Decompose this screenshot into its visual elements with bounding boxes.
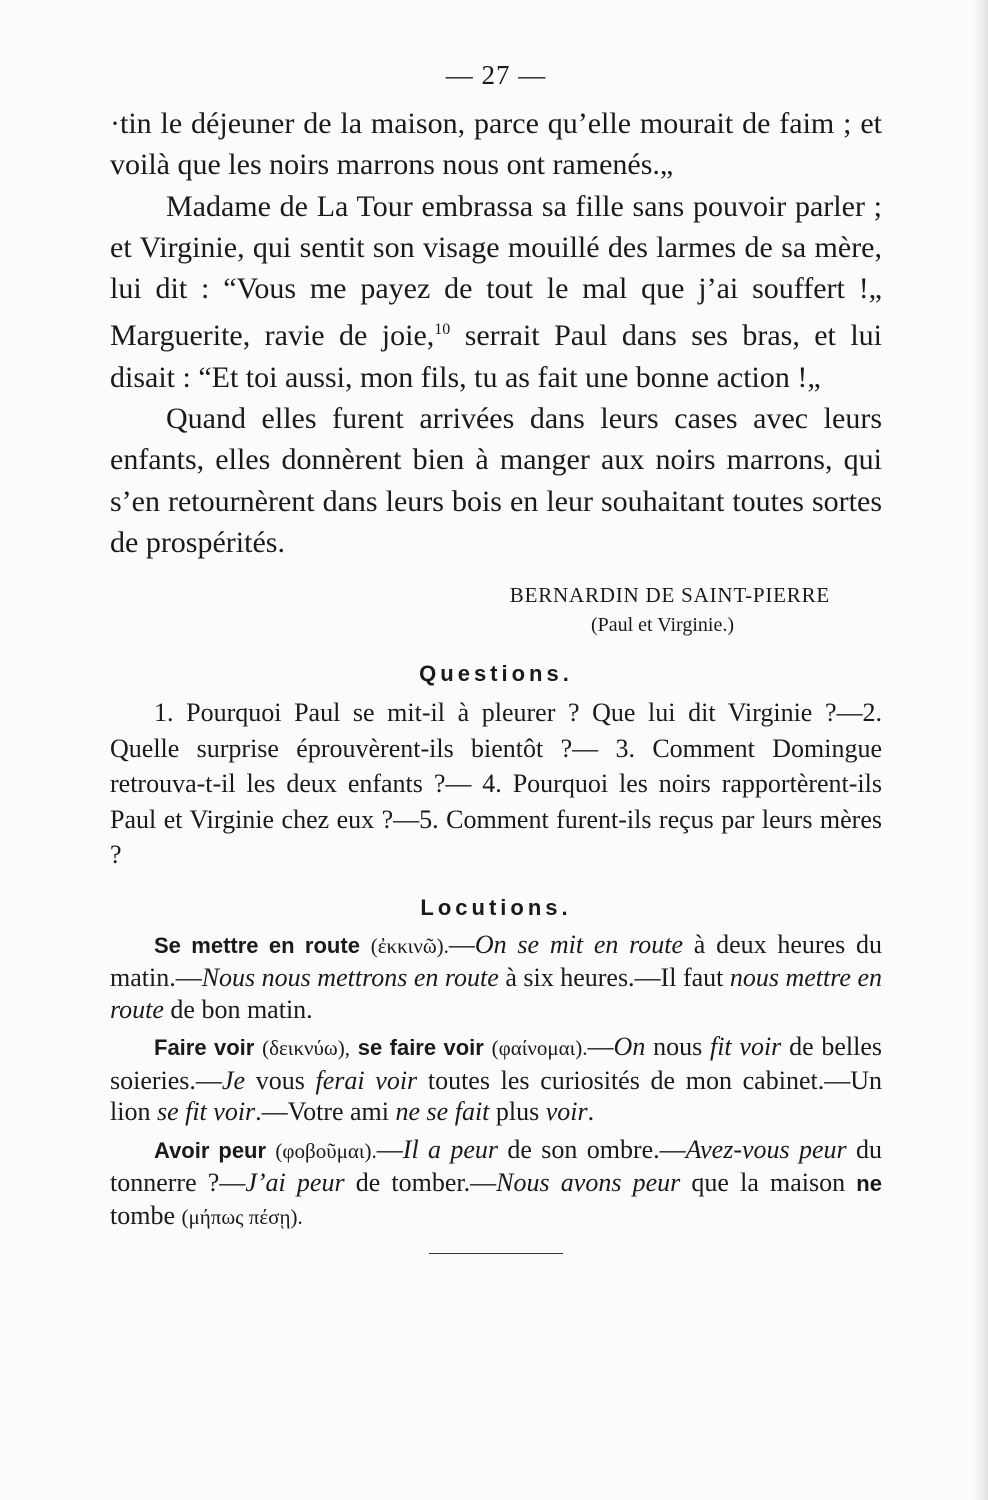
locution-3	[110, 1134, 882, 1234]
example-text: .	[587, 1097, 595, 1127]
questions-section	[110, 695, 882, 873]
attribution	[110, 579, 882, 639]
example-italic-phrase: On	[613, 1032, 646, 1062]
example-text: vous	[245, 1065, 316, 1095]
page-edge-shadow	[974, 0, 988, 1500]
example-text: —	[448, 929, 475, 959]
footnote-marker: 10	[434, 321, 451, 339]
example-bold-word: ne	[856, 1171, 882, 1197]
paragraph-2-part-a: Madame de La Tour embrassa sa fille sans pouvoir parler ; et Virginie, qui sentit son visage mouillé des larmes de sa mère, lui dit : “Vous me payez de tout le mal que j’ai souffert !„ Marguerite, ravie de joie,	[110, 189, 882, 353]
example-greek-gloss: (μήπως πέσῃ).	[181, 1204, 303, 1229]
page-number: — 27 —	[445, 60, 547, 90]
locution-2	[110, 1031, 882, 1128]
example-italic-phrase: Nous avons peur	[496, 1168, 681, 1198]
locution-2-term: Faire voir	[154, 1035, 255, 1061]
example-text: de son ombre.—	[498, 1134, 686, 1164]
example-text: .—Votre ami	[255, 1097, 396, 1127]
example-text: de bon matin.	[163, 994, 313, 1024]
example-text: de tomber.—	[344, 1168, 497, 1198]
example-italic-phrase: ne se fait	[395, 1097, 490, 1127]
example-italic-phrase: ferai voir	[315, 1065, 418, 1095]
example-text: —	[587, 1032, 614, 1062]
example-text: à six heures.—Il faut	[498, 963, 730, 993]
locutions-title: Locutions.	[420, 894, 572, 920]
example-text: du tonnerre ?—	[110, 1134, 883, 1198]
attribution-work: (Paul et Virginie.)	[590, 614, 734, 637]
reading-passage	[110, 103, 882, 563]
example-italic-phrase: Nous nous mettrons en route	[201, 963, 499, 993]
locutions-section	[110, 929, 882, 1234]
locution-2-greek: (δεικνύω),	[262, 1036, 350, 1061]
locution-2-term-b: se faire voir	[357, 1035, 484, 1061]
paragraph-2	[110, 186, 882, 398]
paragraph-3: Quand elles furent arrivées dans leurs cases avec leurs enfants, elles donnèrent bien à manger aux noirs marrons, qui s’en retournèrent dans leurs bois en leur souhaitant toutes sortes de prospérités.	[110, 402, 882, 559]
example-italic-phrase: nous mettre en route	[110, 963, 882, 1024]
example-italic-phrase: Avez-vous peur	[685, 1134, 847, 1164]
locution-3-greek: (φοβοῦμαι).	[275, 1138, 377, 1163]
locution-1-greek: (ἐκκινῶ).	[370, 933, 449, 958]
example-text: plus	[489, 1097, 546, 1127]
example-italic-phrase: Il a peur	[402, 1134, 499, 1164]
example-italic-phrase: voir	[545, 1097, 588, 1127]
example-text: à deux heures du matin.—	[110, 929, 883, 993]
paragraph-2-part-b: serrait Paul dans ses bras, et lui disait : “Et toi aussi, mon fils, tu as fait une bonne action !„	[110, 319, 882, 394]
example-text: que la maison	[680, 1168, 857, 1198]
locution-2-greek-b: (φαίνομαι).	[491, 1036, 588, 1061]
example-italic-phrase: On se mit en route	[474, 929, 684, 959]
example-text: toutes les curiosités de mon cabinet.—Un lion	[110, 1065, 882, 1127]
attribution-author: BERNARDIN DE SAINT-PIERRE	[509, 583, 830, 608]
example-italic-phrase: se fit voir	[156, 1097, 256, 1127]
example-text: tombe	[110, 1200, 182, 1230]
example-italic-phrase: J’ai peur	[245, 1168, 345, 1198]
end-rule	[429, 1253, 563, 1254]
locution-3-term: Avoir peur	[154, 1137, 267, 1163]
questions-text: 1. Pourquoi Paul se mit-il à pleurer ? Que lui dit Virginie ?—2. Quelle surprise éprouvèrent-ils bientôt ?— 3. Comment Domingue retrouva-t-il les deux enfants ?— 4. Pourquoi les noirs rapportèrent-ils Paul et Virginie chez eux ?—5. Comment furent-ils reçus par leurs mères ?	[110, 698, 882, 870]
example-italic-phrase: fit voir	[709, 1032, 782, 1062]
locution-1	[110, 929, 882, 1026]
locution-1-term: Se mettre en route	[154, 932, 360, 958]
example-text: nous	[645, 1032, 710, 1062]
example-text: de belles soieries.—	[110, 1032, 883, 1095]
paragraph-1: ·tin le déjeuner de la maison, parce qu’elle mourait de faim ; et voilà que les noirs marrons nous ont ramenés.„	[110, 107, 882, 182]
questions-title: Questions.	[419, 661, 573, 687]
example-text: —	[376, 1134, 403, 1164]
book-page	[110, 60, 882, 1254]
example-italic-phrase: Je	[221, 1065, 246, 1095]
